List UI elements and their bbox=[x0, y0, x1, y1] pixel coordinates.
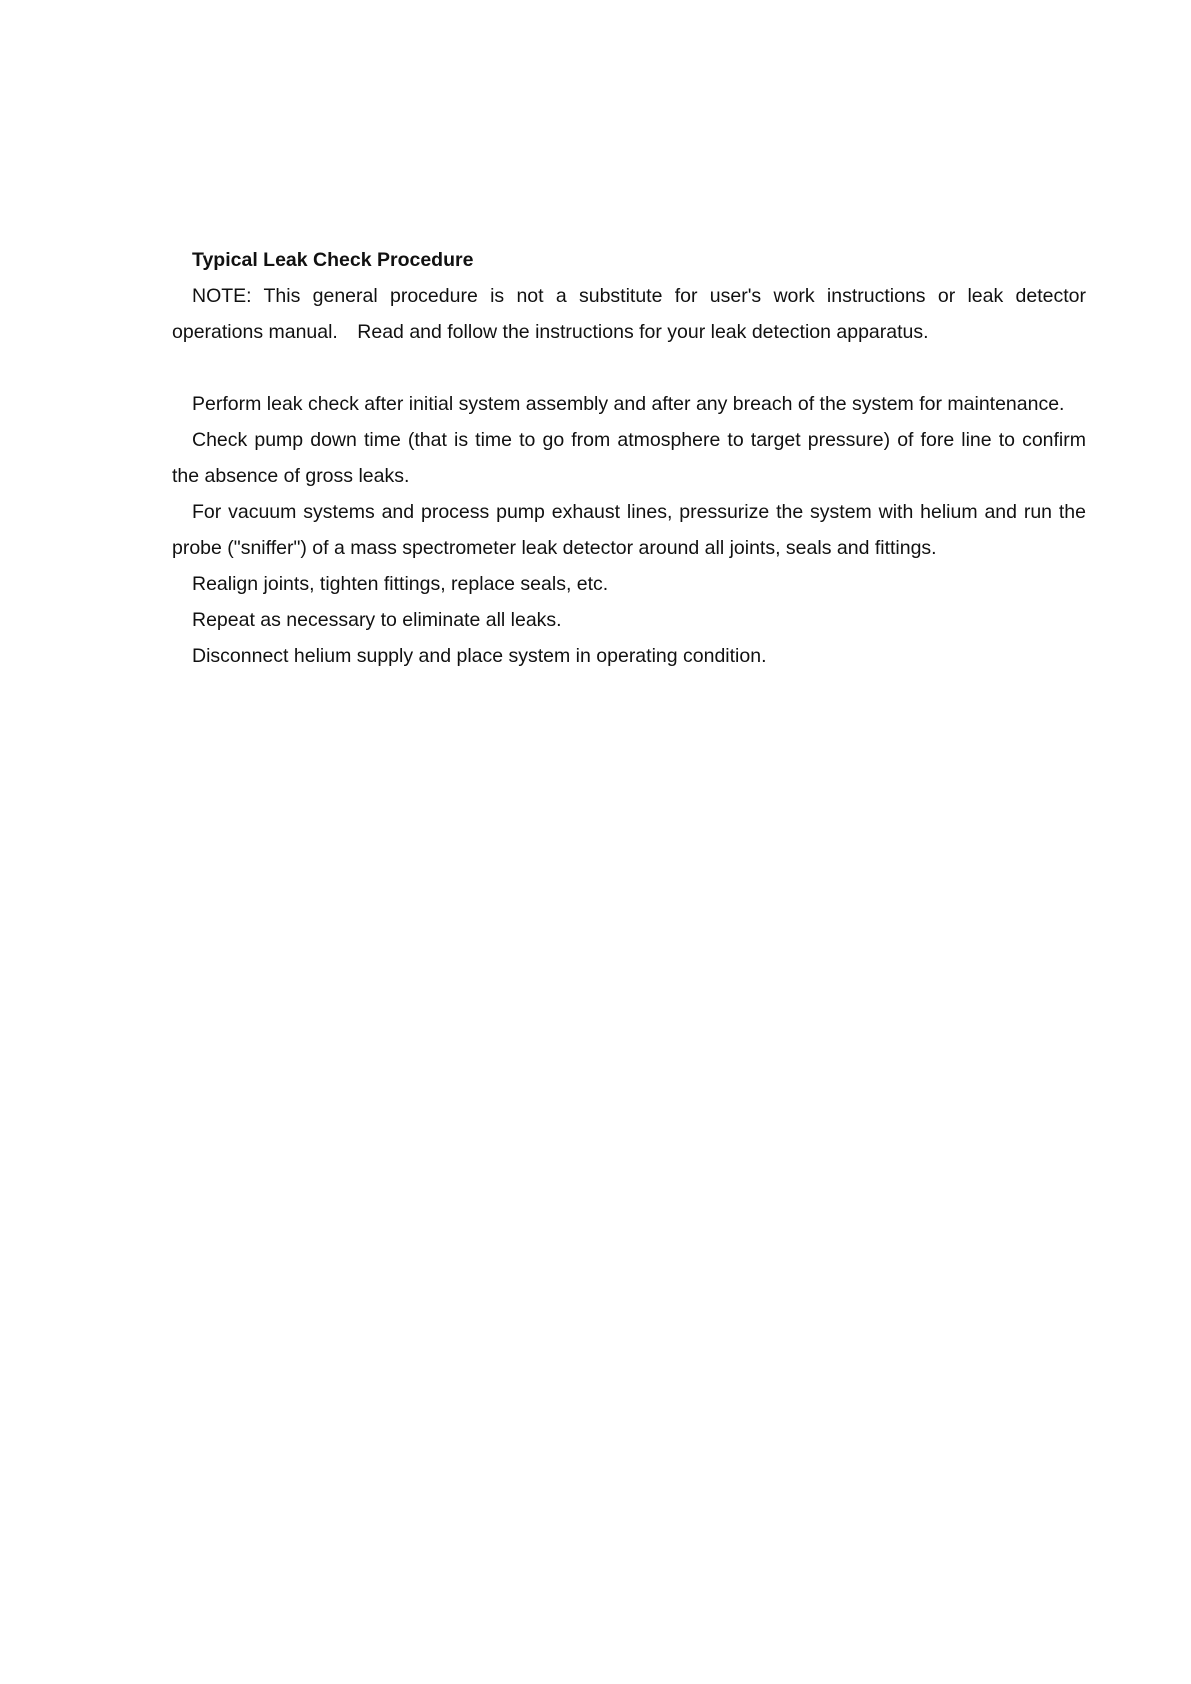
document-title: Typical Leak Check Procedure bbox=[192, 249, 474, 271]
step-paragraph-6: Disconnect helium supply and place system in operating condition. bbox=[192, 645, 767, 667]
document-body bbox=[172, 242, 1086, 674]
note-text-part1: NOTE: This general procedure is not a substitute for user's work instructions or leak detector operations manual. bbox=[172, 285, 1086, 343]
step-paragraph-5: Repeat as necessary to eliminate all leaks. bbox=[192, 609, 562, 631]
paragraph-spacer bbox=[172, 350, 1086, 386]
step-paragraph-4: Realign joints, tighten fittings, replace seals, etc. bbox=[192, 573, 609, 595]
step-paragraph-1: Perform leak check after initial system assembly and after any breach of the system for maintenance. bbox=[192, 393, 1065, 415]
step-paragraph-3: For vacuum systems and process pump exhaust lines, pressurize the system with helium and run the probe ("sniffer") of a mass spectrometer leak detector around all joints, seals and fittings. bbox=[172, 501, 1086, 559]
note-paragraph bbox=[172, 278, 1086, 350]
step-paragraph-2: Check pump down time (that is time to go from atmosphere to target pressure) of fore line to confirm the absence of gross leaks. bbox=[172, 429, 1086, 487]
note-text-part2: Read and follow the instructions for your leak detection apparatus. bbox=[357, 321, 929, 343]
